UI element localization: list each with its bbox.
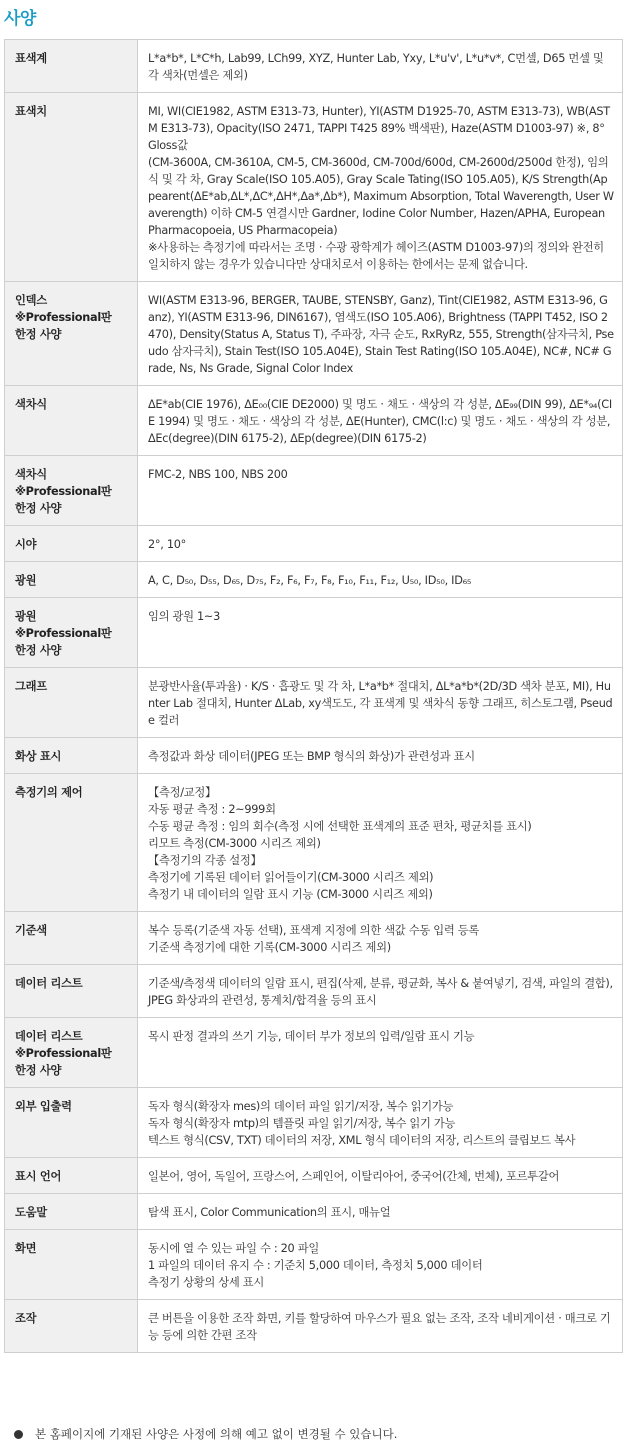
spec-value-line: 일본어, 영어, 독일어, 프랑스어, 스페인어, 이탈리아어, 중국어(간체, 번체), 포르투갈어 <box>148 1170 560 1183</box>
spec-value <box>138 598 623 668</box>
spec-label <box>5 40 138 93</box>
spec-value <box>138 1194 623 1230</box>
spec-label-line: ※Professional판 <box>15 485 112 498</box>
spec-value-line: FMC-2, NBS 100, NBS 200 <box>148 468 288 481</box>
spec-value-line: L*a*b*, L*C*h, Lab99, LCh99, XYZ, Hunter Lab, Yxy, L*u'v', L*u*v*, C먼셀, D65 먼셀 및 각 색차(먼셀은 제외) <box>148 52 604 82</box>
spec-value-line: 수동 평균 측정 : 임의 회수(측정 시에 선택한 표색계의 표준 편차, 평균치를 표시) <box>148 820 532 833</box>
spec-value-line: 측정기에 기록된 데이터 읽어들이기(CM-3000 시리즈 제외) <box>148 871 434 884</box>
spec-label-line: 그래프 <box>15 680 47 693</box>
spec-row <box>5 40 623 93</box>
spec-row <box>5 598 623 668</box>
spec-value <box>138 1158 623 1194</box>
spec-value <box>138 774 623 912</box>
spec-label-line: 한정 사양 <box>15 644 62 657</box>
spec-row <box>5 562 623 598</box>
spec-label <box>5 562 138 598</box>
spec-label <box>5 456 138 526</box>
spec-table <box>4 39 623 1353</box>
spec-label-line: 표색계 <box>15 52 47 65</box>
spec-row <box>5 1194 623 1230</box>
spec-label-line: 기준색 <box>15 924 47 937</box>
spec-value <box>138 93 623 282</box>
spec-value <box>138 1088 623 1158</box>
spec-label-line: 인덱스 <box>15 294 47 307</box>
spec-value <box>138 738 623 774</box>
spec-value-line: WI(ASTM E313-96, BERGER, TAUBE, STENSBY, Ganz), Tint(CIE1982, ASTM E313-96, Ganz), YI(ASTM E313-96, DIN6167), 염색도(ISO 105.A06), Brightness (TAPPI T452, ISO 2470), Density(Status A, Status T), 주파장, 자극 순도, RxRyRz, 555, Strength(삼자극치, Pseudo 삼자극치), Stain Test(ISO 105.A04E), Stain Test Rating(ISO 105.A04E), NC#, NC# Grade, Ns, Ns Grade, Signal Color Index <box>148 294 614 375</box>
bullet-icon <box>14 1430 23 1439</box>
spec-row <box>5 1230 623 1300</box>
spec-label <box>5 1158 138 1194</box>
spec-value-line: 큰 버튼을 이용한 조작 화면, 키를 할당하여 마우스가 필요 없는 조작, 조작 네비게이션 · 매크로 기능 등에 의한 간편 조작 <box>148 1312 611 1342</box>
spec-label <box>5 386 138 456</box>
spec-value-line: 독자 형식(확장자 mes)의 데이터 파일 읽기/저장, 복수 읽기가능 <box>148 1100 454 1113</box>
spec-label-line: 조작 <box>15 1312 37 1325</box>
spec-row <box>5 456 623 526</box>
spec-value-line: 임의 광원 1~3 <box>148 610 220 623</box>
spec-value-line: 【측정/교정】 <box>148 786 216 799</box>
spec-label-line: ※Professional판 <box>15 1047 112 1060</box>
spec-label-line: 데이터 리스트 <box>15 977 83 990</box>
spec-value <box>138 668 623 738</box>
spec-row <box>5 386 623 456</box>
spec-row <box>5 526 623 562</box>
spec-label-line: 표시 언어 <box>15 1170 62 1183</box>
spec-row <box>5 93 623 282</box>
spec-row <box>5 668 623 738</box>
spec-value-line: 목시 판정 결과의 쓰기 기능, 데이터 부가 정보의 입력/일람 표시 기능 <box>148 1030 475 1043</box>
spec-label-line: ※Professional판 <box>15 311 112 324</box>
spec-value-line: (CM-3600A, CM-3610A, CM-5, CM-3600d, CM-700d/600d, CM-2600d/2500d 한정), 임의식 및 각 차, Gray Scale(ISO 105.A05), Gray Scale Tating(ISO 105.A05), K/S Strength(Appearent(ΔE*ab,ΔL*,ΔC*,ΔH*,Δa*,Δb*), Maximum Absorption, Total Waverength, User Waverength) 이하 CM-5 연결시만 Gardner, Iodine Color Number, Hazen/APHA, European Pharmacopoeia, US Pharmacopeia) <box>148 156 614 237</box>
spec-row <box>5 774 623 912</box>
spec-value-line: 독자 형식(확장자 mtp)의 템플릿 파일 읽기/저장, 복수 읽기 가능 <box>148 1117 456 1130</box>
spec-label <box>5 738 138 774</box>
spec-value-line: 복수 등록(기준색 자동 선택), 표색계 지정에 의한 색값 수동 입력 등록 <box>148 924 479 937</box>
spec-label-line: ※Professional판 <box>15 627 112 640</box>
spec-label <box>5 912 138 965</box>
spec-value-line: 【측정기의 각종 설정】 <box>148 854 262 867</box>
spec-label-line: 측정기의 제어 <box>15 786 83 799</box>
spec-label <box>5 668 138 738</box>
spec-label-line: 도움말 <box>15 1206 47 1219</box>
spec-value <box>138 456 623 526</box>
spec-value-line: 기준색 측정기에 대한 기록(CM-3000 시리즈 제외) <box>148 941 391 954</box>
spec-value-line: 기준색/측정색 데이터의 일람 표시, 편집(삭제, 분류, 평균화, 복사 & 붙여넣기, 검색, 파일의 결합), JPEG 화상과의 관련성, 통계치/합격율 등의 표시 <box>148 977 613 1007</box>
spec-value-line: 텍스트 형식(CSV, TXT) 데이터의 저장, XML 형식 데이터의 저장, 리스트의 클립보드 복사 <box>148 1134 576 1147</box>
spec-value <box>138 965 623 1018</box>
spec-label-line: 데이터 리스트 <box>15 1030 83 1043</box>
spec-value-line: 자동 평균 측정 : 2~999회 <box>148 803 276 816</box>
spec-value-line: 2°, 10° <box>148 538 186 551</box>
footnote-text: 본 홈페이지에 기재된 사양은 사정에 의해 예고 없이 변경될 수 있습니다. <box>35 1427 398 1441</box>
spec-label <box>5 598 138 668</box>
spec-label-line: 한정 사양 <box>15 1064 62 1077</box>
spec-label <box>5 526 138 562</box>
spec-value-line: 1 파일의 데이터 유지 수 : 기준치 5,000 데이터, 측정치 5,000 데이터 <box>148 1259 483 1272</box>
spec-value-line: A, C, D₅₀, D₅₅, D₆₅, D₇₅, F₂, F₆, F₇, F₈, F₁₀, F₁₁, F₁₂, U₅₀, ID₅₀, ID₆₅ <box>148 574 472 587</box>
spec-value-line: 측정기 상황의 상세 표시 <box>148 1276 265 1289</box>
spec-label-line: 색차식 <box>15 398 47 411</box>
spec-row <box>5 912 623 965</box>
spec-label <box>5 965 138 1018</box>
spec-label-line: 색차식 <box>15 468 47 481</box>
spec-label <box>5 93 138 282</box>
spec-label <box>5 774 138 912</box>
spec-row <box>5 965 623 1018</box>
spec-row <box>5 282 623 386</box>
spec-label-line: 한정 사양 <box>15 328 62 341</box>
spec-value-line: 리모트 측정(CM-3000 시리즈 제외) <box>148 837 321 850</box>
spec-label-line: 외부 입출력 <box>15 1100 72 1113</box>
spec-row <box>5 738 623 774</box>
spec-row <box>5 1300 623 1353</box>
spec-row <box>5 1158 623 1194</box>
spec-value-line: 분광반사율(투과율) · K/S · 흡광도 및 각 차, L*a*b* 절대치, ΔL*a*b*(2D/3D 색차 분포, MI), Hunter Lab 절대치, Hunter ΔLab, xy색도도, 각 표색계 및 색차식 동향 그래프, 히스토그램, Pseude 컬러 <box>148 680 613 727</box>
spec-label-line: 광원 <box>15 574 37 587</box>
spec-table-body <box>5 40 623 1353</box>
spec-label <box>5 1018 138 1088</box>
spec-value <box>138 386 623 456</box>
spec-value-line: 탐색 표시, Color Communication의 표시, 매뉴얼 <box>148 1206 391 1219</box>
spec-label <box>5 1088 138 1158</box>
page-title: 사양 <box>4 9 36 29</box>
spec-value <box>138 1300 623 1353</box>
spec-label <box>5 1230 138 1300</box>
spec-value <box>138 282 623 386</box>
spec-label-line: 광원 <box>15 610 37 623</box>
spec-label-line: 화면 <box>15 1242 37 1255</box>
spec-label-line: 한정 사양 <box>15 502 62 515</box>
spec-value <box>138 912 623 965</box>
spec-value <box>138 1230 623 1300</box>
spec-value-line: ΔE*ab(CIE 1976), ΔE₀₀(CIE DE2000) 및 명도 · 채도 · 색상의 각 성분, ΔE₉₉(DIN 99), ΔE*₉₄(CIE 1994) 및 명도 · 채도 · 색상의 각 성분, ΔE(Hunter), CMC(l:c) 및 명도 · 채도 · 색상의 각 성분, ΔEc(degree)(DIN 6175-2), ΔEp(degree)(DIN 6175-2) <box>148 398 612 445</box>
spec-value-line: 측정값과 화상 데이터(JPEG 또는 BMP 형식의 화상)가 관련성과 표시 <box>148 750 475 763</box>
spec-value-line: 측정기 내 데이터의 일람 표시 기능 (CM-3000 시리즈 제외) <box>148 888 433 901</box>
spec-value-line: MI, WI(CIE1982, ASTM E313-73, Hunter), YI(ASTM D1925-70, ASTM E313-73), WB(ASTM E313-73), Opacity(ISO 2471, TAPPI T425 89% 백색판), Haze(ASTM D1003-97) ※, 8° Gloss값 <box>148 105 610 152</box>
spec-value-line: 동시에 열 수 있는 파일 수 : 20 파일 <box>148 1242 319 1255</box>
spec-value <box>138 562 623 598</box>
spec-value <box>138 526 623 562</box>
spec-label <box>5 1194 138 1230</box>
spec-value-line: ※사용하는 측정기에 따라서는 조명 · 수광 광학계가 헤이즈(ASTM D1003-97)의 정의와 완전히 일치하지 않는 경우가 있습니다만 상대치로서 이용하는 한에서는 문제 없습니다. <box>148 241 604 271</box>
footnote <box>14 1426 397 1442</box>
spec-value <box>138 40 623 93</box>
spec-row <box>5 1088 623 1158</box>
spec-label <box>5 282 138 386</box>
spec-label <box>5 1300 138 1353</box>
spec-label-line: 표색치 <box>15 105 47 118</box>
spec-label-line: 시야 <box>15 538 37 551</box>
spec-label-line: 화상 표시 <box>15 750 62 763</box>
spec-row <box>5 1018 623 1088</box>
spec-value <box>138 1018 623 1088</box>
